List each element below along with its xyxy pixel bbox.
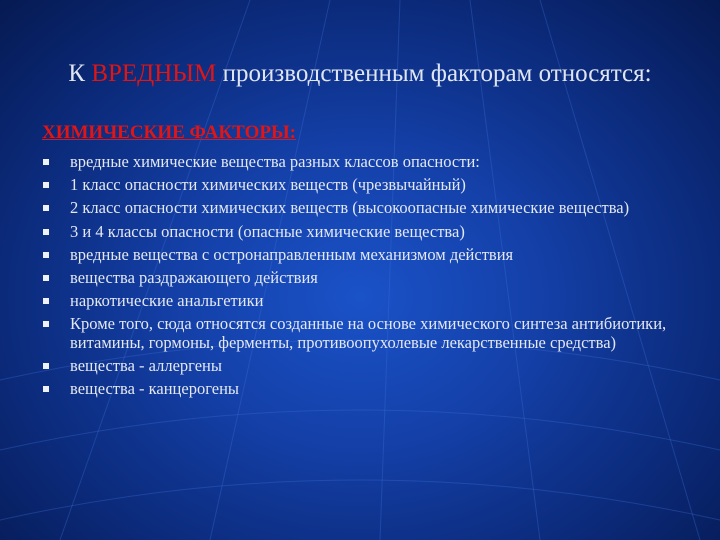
list-item — [40, 223, 690, 242]
title-accent: ВРЕДНЫМ — [91, 60, 217, 87]
list-item-text: 1 класс опасности химических веществ (чрезвычайный) — [70, 175, 466, 195]
list-item-text: вещества - аллергены — [70, 356, 222, 376]
list-item-text: вредные химические вещества разных классов опасности: — [70, 152, 480, 171]
list-item-text: наркотические анальгетики — [70, 291, 264, 311]
list-item — [40, 199, 690, 218]
square-bullet-icon — [43, 275, 49, 281]
square-bullet-icon — [43, 386, 49, 392]
square-bullet-icon — [43, 321, 49, 327]
list-item-text: Кроме того, сюда относятся созданные на основе химического синтеза антибиотики, витамины, гормоны, ферменты, противоопухолевые лекарственные средства) — [70, 314, 667, 352]
list-item-text: вредные вещества с остронаправленным механизмом действия — [70, 244, 514, 264]
square-bullet-icon — [43, 252, 49, 258]
square-bullet-icon — [43, 205, 49, 211]
list-item — [40, 153, 690, 172]
list-item-text: вещества раздражающего действия — [70, 267, 318, 287]
bullet-list — [40, 153, 690, 403]
square-bullet-icon — [43, 363, 49, 369]
list-item — [40, 357, 690, 376]
slide-title — [40, 58, 680, 89]
list-item — [40, 269, 690, 288]
list-item-text: вещества - канцерогены — [70, 379, 239, 399]
list-item — [40, 246, 690, 265]
square-bullet-icon — [43, 298, 49, 304]
title-prefix: К — [68, 60, 92, 87]
list-item — [40, 380, 690, 399]
section-heading: ХИМИЧЕСКИЕ ФАКТОРЫ: — [42, 122, 296, 143]
square-bullet-icon — [43, 159, 49, 165]
square-bullet-icon — [43, 229, 49, 235]
list-item-text: 2 класс опасности химических веществ (высокоопасные химические вещества) — [70, 198, 630, 218]
title-suffix: производственным факторам относятся: — [216, 60, 652, 87]
list-item — [40, 176, 690, 195]
list-item — [40, 292, 690, 311]
list-item-text: 3 и 4 классы опасности (опасные химические вещества) — [70, 221, 465, 241]
list-item — [40, 315, 690, 352]
square-bullet-icon — [43, 182, 49, 188]
